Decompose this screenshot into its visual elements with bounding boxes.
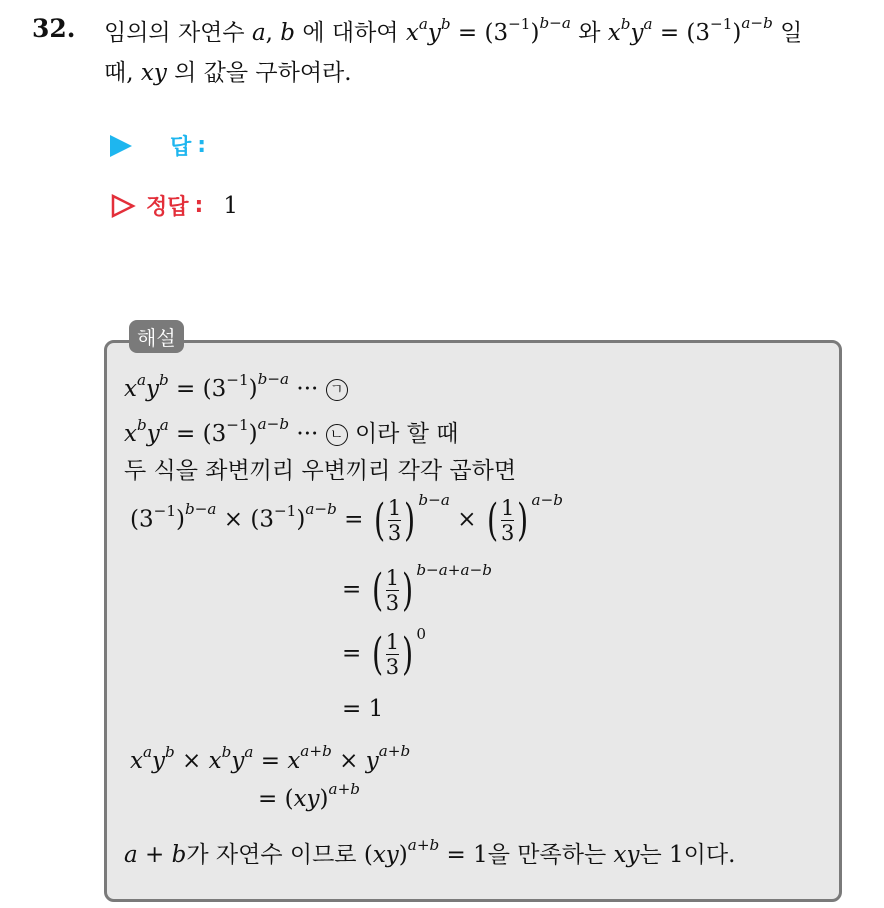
fraction: $\frac{1}{3}$ xyxy=(385,566,400,615)
fraction: $\frac{1}{3}$ xyxy=(387,496,402,545)
solution-text: 이라 할 때 xyxy=(354,421,459,447)
question-text-part: 일 xyxy=(780,20,803,46)
answer-colon: : xyxy=(197,133,207,158)
solution-eq-row-5: $x^ay^b \times x^by^a = x^{a+b} \times y^{a+b}$ xyxy=(130,741,411,774)
solution-line-3: 두 식을 좌변끼리 우변끼리 각각 곱하면 xyxy=(124,458,517,484)
question-text-part: 때, xyxy=(104,60,134,86)
question-text-part: 에 대하여 xyxy=(302,20,399,46)
outline-triangle-icon xyxy=(110,193,136,219)
solution-eq-row-2: = ( $\frac{1}{3}$ ) $^{b-a+a-b}$ xyxy=(342,561,492,616)
solution-tag: 해설 xyxy=(129,320,184,353)
circled-mark-2: ㄴ xyxy=(326,424,348,446)
correct-answer-row xyxy=(110,190,238,221)
answer-label: 답 xyxy=(170,135,192,160)
question-text-part: 의 값을 구하여라. xyxy=(174,60,352,86)
circled-mark-1: ㄱ xyxy=(326,379,348,401)
question-text-part: 와 xyxy=(578,20,601,46)
question-text-part: 임의의 자연수 xyxy=(104,20,245,46)
equation-2: $x^by^a = (3^{-1})^{a-b}$ xyxy=(607,13,773,46)
question-number: 32. xyxy=(32,14,76,43)
correct-answer-label: 정답 xyxy=(146,195,189,220)
solution-conclusion: a + b가 자연수 이므로 (xy)$^{a+b}$ = 1을 만족하는 xy는 1이다. xyxy=(124,835,736,868)
question-text: 임의의 자연수 a, b 에 대하여 $x^ay^b = (3^{-1})^{b-a}$ 와 $x^by^a = (3^{-1})^{a-b}$ 일 때, xy 의 값을 구하여라. xyxy=(104,13,803,86)
equation-1: $x^ay^b = (3^{-1})^{b-a}$ xyxy=(405,13,571,46)
var-xy: xy xyxy=(140,60,167,86)
solution-eq-row-4: = 1 xyxy=(342,696,384,722)
var-b: b xyxy=(280,20,296,46)
solution-eq-row-3: = ( $\frac{1}{3}$ ) $^0$ xyxy=(342,625,426,680)
correct-answer-value: 1 xyxy=(223,192,238,219)
answer-row xyxy=(110,130,206,161)
correct-answer-colon: : xyxy=(194,193,204,218)
solution-eq-row-1: $(3^{-1})^{b-a} \times (3^{-1})^{a-b}$ = ( $\frac{1}{3}$ ) $^{b-a}$ × ( $\frac{1}{3}$ ) $^{a-b}$ xyxy=(130,491,564,546)
solution-line-2: $x^by^a = (3^{-1})^{a-b}$ ··· ㄴ 이라 할 때 xyxy=(124,414,459,447)
solution-line-1: $x^ay^b = (3^{-1})^{b-a}$ ··· ㄱ xyxy=(124,376,348,402)
solution-eq-row-6: = (xy)$^{a+b}$ xyxy=(258,779,360,812)
var-a: a xyxy=(251,20,266,46)
fraction: $\frac{1}{3}$ xyxy=(500,496,515,545)
fraction: $\frac{1}{3}$ xyxy=(385,630,400,679)
play-triangle-icon xyxy=(110,135,132,157)
